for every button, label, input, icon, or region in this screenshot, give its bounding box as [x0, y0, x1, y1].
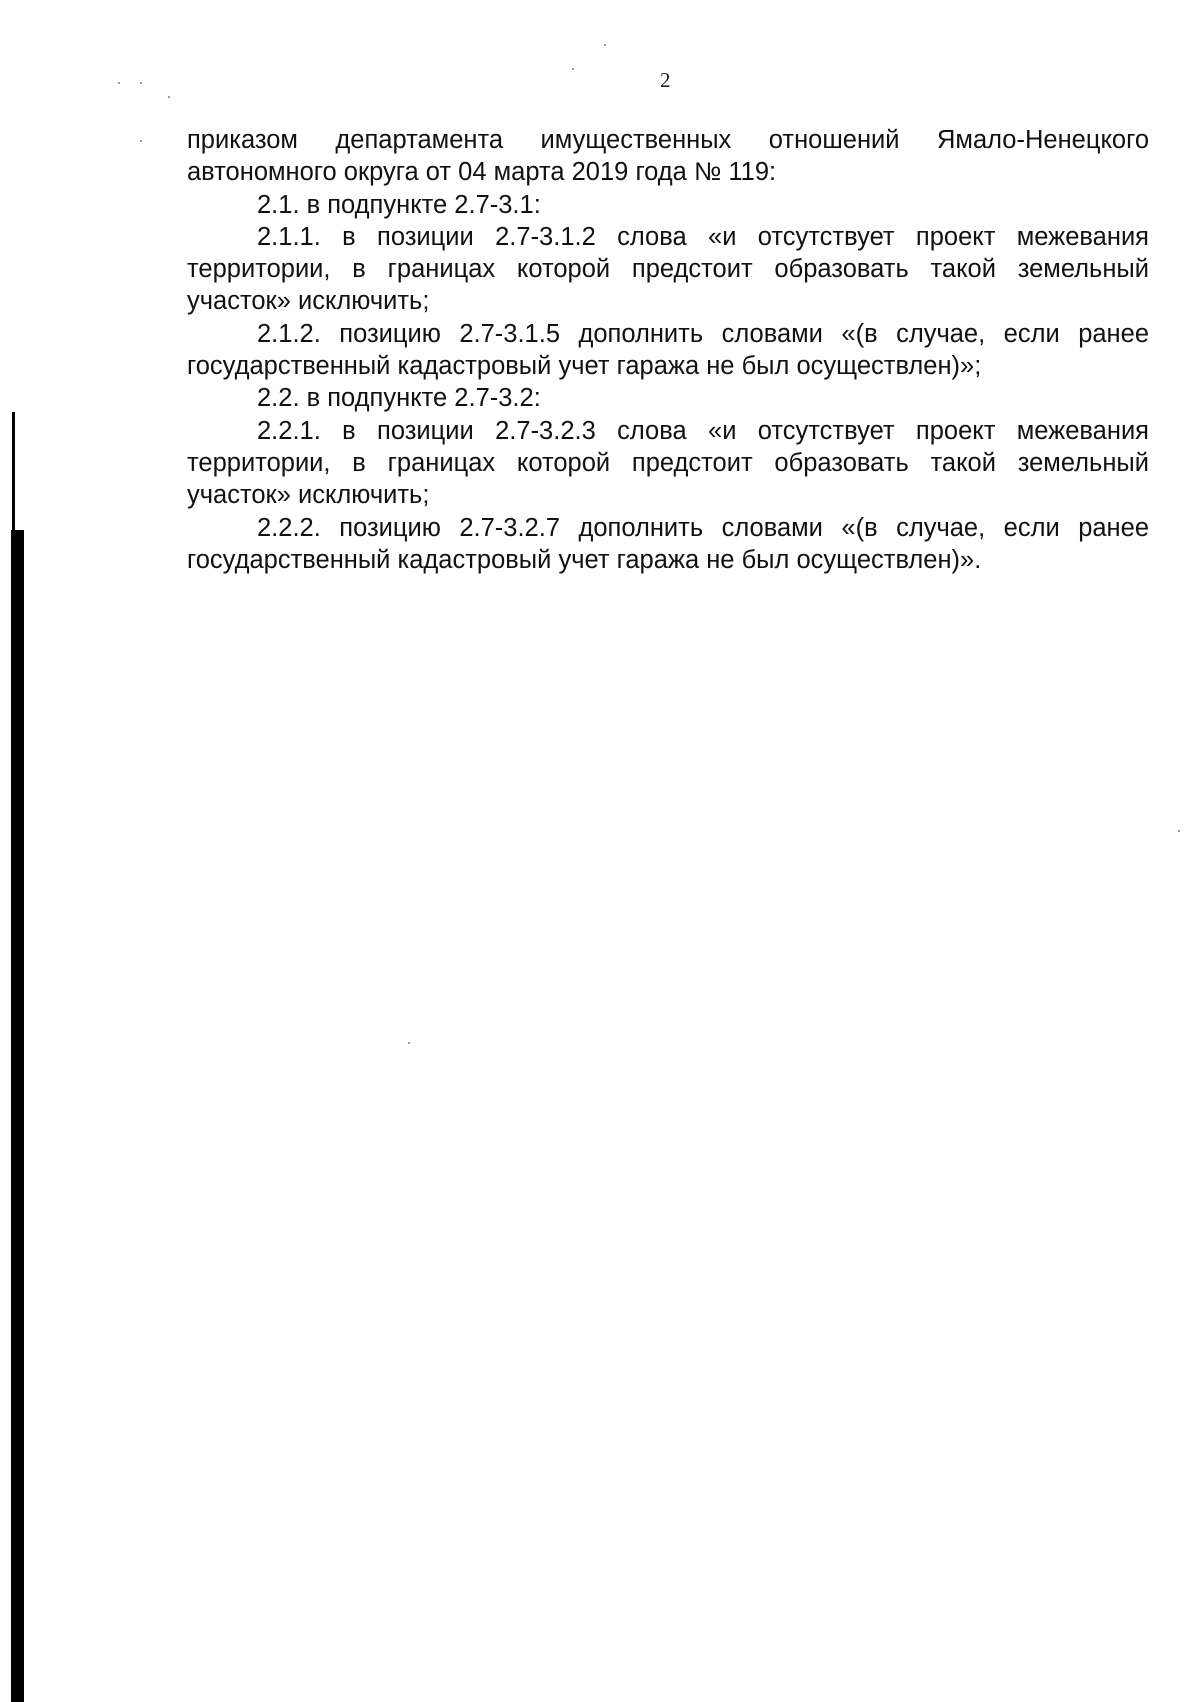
- scan-speck: [1178, 830, 1180, 832]
- scan-edge-thick-bar: [11, 530, 24, 1702]
- paragraph-2-2-2: 2.2.2. позицию 2.7-3.2.7 дополнить словами «(в случае, если ранее государственный кадастровый учет гаража не был осуществлен)».: [187, 513, 1149, 574]
- scan-binding-edge: [0, 412, 26, 1702]
- scan-speck: [140, 140, 142, 142]
- paragraph-2-1: 2.1. в подпункте 2.7-3.1:: [257, 190, 541, 219]
- scan-speck: [604, 44, 606, 46]
- scan-speck: [572, 68, 574, 70]
- paragraph-2-1-2: 2.1.2. позицию 2.7-3.1.5 дополнить словами «(в случае, если ранее государственный кадастровый учет гаража не был осуществлен)»;: [187, 319, 1149, 381]
- scan-speck: [408, 1042, 410, 1044]
- scan-edge-thin-line: [12, 412, 15, 532]
- paragraph-2-2-1: 2.2.1. в позиции 2.7-3.2.3 слова «и отсутствует проект межевания территории, в границах которой предстоит образовать такой земельный участок» исключить;: [187, 416, 1149, 510]
- paragraph-2-1-1: 2.1.1. в позиции 2.7-3.1.2 слова «и отсутствует проект межевания территории, в границах которой предстоит образовать такой земельный участок» исключить;: [187, 222, 1149, 316]
- page-number: 2: [660, 68, 671, 92]
- document-body: [187, 124, 1149, 576]
- paragraph-intro: приказом департамента имущественных отношений Ямало-Ненецкого автономного округа от 04 марта 2019 года № 119:: [187, 126, 1149, 187]
- scan-speck: [168, 96, 170, 98]
- scan-speck: [140, 82, 142, 84]
- paragraph-2-2: 2.2. в подпункте 2.7-3.2:: [257, 384, 541, 413]
- scan-speck: [118, 82, 120, 84]
